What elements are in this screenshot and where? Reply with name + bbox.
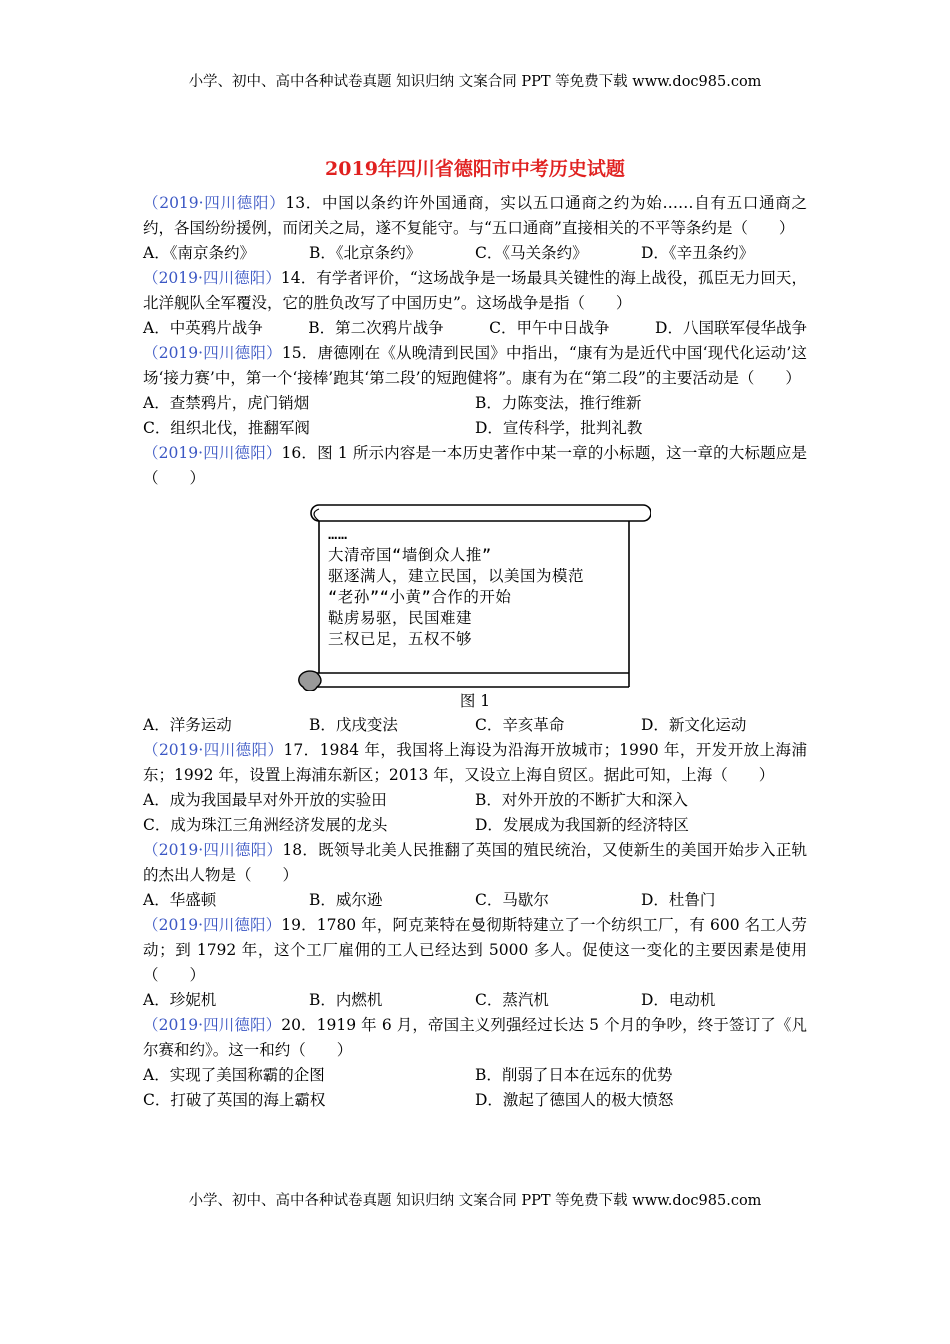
figure-caption: 图 1 (459, 692, 491, 710)
option-b: B．力陈变法，推行维新 (475, 394, 642, 412)
question-stem: 17．1984 年，我国将上海设为沿海开放城市；1990 年，开发开放上海浦东；1992 年，设置上海浦东新区；2013 年，又设立上海自贸区。据此可知，上海（ ） (143, 741, 807, 784)
question-17 (143, 738, 807, 788)
question-20 (143, 1013, 807, 1063)
option-c: C．打破了英国的海上霸权 (143, 1091, 326, 1109)
page-header: 小学、初中、高中各种试卷真题 知识归纳 文案合同 PPT 等免费下载 www.doc985.com (188, 74, 762, 90)
options-18 (143, 888, 807, 913)
option-c: C．《马关条约》 (475, 244, 588, 262)
page-footer: 小学、初中、高中各种试卷真题 知识归纳 文案合同 PPT 等免费下载 www.doc985.com (188, 1193, 762, 1209)
figure-line: 鞑虏易驱，民国难建 (328, 609, 473, 627)
question-list (143, 191, 807, 1113)
option-b: B．内燃机 (309, 991, 383, 1009)
question-19 (143, 913, 807, 988)
question-stem: 18．既领导北美人民推翻了英国的殖民统治，又使新生的美国开始步入正轨的杰出人物是（ ） (143, 841, 808, 884)
option-a: A．洋务运动 (143, 716, 232, 734)
options-17-row2 (143, 813, 807, 838)
options-19 (143, 988, 807, 1013)
options-20-row2 (143, 1088, 807, 1113)
question-source: （2019·四川德阳） (143, 269, 281, 287)
question-source: （2019·四川德阳） (143, 741, 284, 759)
option-c: C．甲午中日战争 (489, 319, 610, 337)
question-stem: 13．中国以条约许外国通商，实以五口通商之约为始……自有五口通商之约，各国纷纷援例，而闭关之局，遂不复能守。与“五口通商”直接相关的不平等条约是（ ） (143, 194, 807, 237)
question-source: （2019·四川德阳） (143, 194, 286, 212)
option-c: C．辛亥革命 (475, 716, 565, 734)
figure-subtitles (328, 524, 584, 650)
option-c: C．马歇尔 (475, 891, 549, 909)
options-13 (143, 241, 807, 266)
option-b: B．对外开放的不断扩大和深入 (475, 791, 688, 809)
option-d: D．《辛丑条约》 (641, 244, 755, 262)
option-b: B．削弱了日本在远东的优势 (475, 1066, 673, 1084)
figure-line: …… (328, 525, 348, 543)
option-a: A．实现了美国称霸的企图 (143, 1066, 325, 1084)
option-b: B．第二次鸦片战争 (308, 319, 444, 337)
option-a: A．成为我国最早对外开放的实验田 (143, 791, 387, 809)
option-c: C．成为珠江三角洲经济发展的龙头 (143, 816, 388, 834)
option-d: D．电动机 (641, 991, 716, 1009)
option-b: B．《北京条约》 (309, 244, 422, 262)
figure-1 (143, 491, 807, 713)
question-16 (143, 441, 807, 491)
page-title: 2019年四川省德阳市中考历史试题 (325, 158, 625, 180)
option-a: A．华盛顿 (143, 891, 217, 909)
option-a: A．《南京条约》 (143, 244, 255, 262)
question-stem: 14．有学者评价，“这场战争是一场最具关键性的海上战役，孤臣无力回天，北洋舰队全军覆没，它的胜负改写了中国历史”。这场战争是指（ ） (143, 269, 808, 312)
options-20-row1 (143, 1063, 807, 1088)
question-13 (143, 191, 807, 241)
question-source: （2019·四川德阳） (143, 841, 283, 859)
option-a: A．中英鸦片战争 (143, 319, 263, 337)
figure-line: 大清帝国“墙倒众人推” (328, 546, 492, 564)
option-d: D．杜鲁门 (641, 891, 716, 909)
question-15 (143, 341, 807, 391)
option-d: D．激起了德国人的极大愤怒 (475, 1091, 674, 1109)
question-source: （2019·四川德阳） (143, 916, 282, 934)
option-c: C．蒸汽机 (475, 991, 549, 1009)
option-d: D．八国联军侵华战争 (655, 319, 807, 337)
option-b: B．威尔逊 (309, 891, 383, 909)
question-source: （2019·四川德阳） (143, 444, 282, 462)
question-stem: 15．唐德刚在《从晚清到民国》中指出，“康有为是近代中国‘现代化运动’这场‘接力赛’中，第一个‘接棒’跑其‘第二段’的短跑健将”。康有为在“第二段”的主要活动是（ ） (143, 344, 807, 387)
option-d: D．新文化运动 (641, 716, 747, 734)
option-b: B．戊戌变法 (309, 716, 398, 734)
option-c: C．组织北伐，推翻军阀 (143, 419, 310, 437)
figure-line: 驱逐满人，建立民国，以美国为模范 (328, 567, 585, 585)
question-stem: 16．图 1 所示内容是一本历史著作中某一章的小标题，这一章的大标题应是（ ） (143, 444, 807, 487)
options-17-row1 (143, 788, 807, 813)
option-a: A．查禁鸦片，虎门销烟 (143, 394, 310, 412)
question-14 (143, 266, 807, 316)
options-16 (143, 713, 807, 738)
question-source: （2019·四川德阳） (143, 344, 282, 362)
figure-line: 三权已足，五权不够 (328, 630, 473, 648)
options-14 (143, 316, 807, 341)
option-a: A．珍妮机 (143, 991, 217, 1009)
question-stem: 20．1919 年 6 月，帝国主义列强经过长达 5 个月的争吵，终于签订了《凡尔赛和约》。这一和约（ ） (143, 1016, 808, 1059)
question-18 (143, 838, 807, 888)
options-15-row2 (143, 416, 807, 441)
figure-line: “老孙”“小黄”合作的开始 (328, 588, 512, 606)
question-source: （2019·四川德阳） (143, 1016, 282, 1034)
option-d: D．发展成为我国新的经济特区 (475, 816, 689, 834)
options-15-row1 (143, 391, 807, 416)
question-stem: 19．1780 年，阿克莱特在曼彻斯特建立了一个纺织工厂，有 600 名工人劳动；到 1792 年，这个工厂雇佣的工人已经达到 5000 多人。促使这一变化的主要因素是使用（ ） (143, 916, 807, 984)
option-d: D．宣传科学，批判礼教 (475, 419, 643, 437)
